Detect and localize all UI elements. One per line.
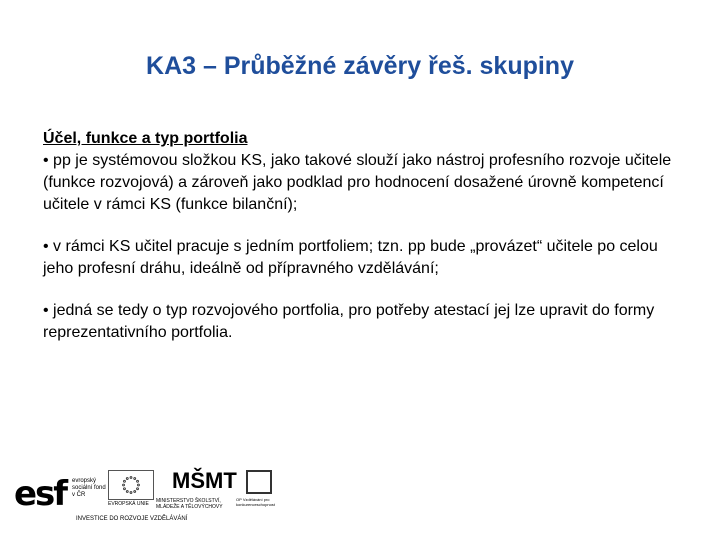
msmt-logo-text: MINISTERSTVO ŠKOLSTVÍ, MLÁDEŽE A TĚLOVÝCHOVY [156, 498, 223, 510]
esf-logo-mark: esf [14, 474, 67, 514]
slide-content [43, 128, 683, 364]
eu-flag-icon [108, 470, 154, 500]
invest-tagline: INVESTICE DO ROZVOJE VZDĚLÁVÁNÍ [76, 516, 188, 522]
msmt-logo [156, 468, 237, 510]
bullet-paragraph-2: • v rámci KS učitel pracuje s jedním portfoliem; tzn. pp bude „provázet“ učitele po celou jeho profesní dráhu, ideálně od přípravného vzdělávání; [43, 238, 658, 277]
bullet-paragraph-1: • pp je systémovou složkou KS, jako takové slouží jako nástroj profesního rozvoje učitele (funkce rozvojová) a zároveň jako podklad pro hodnocení dosažené úrovně kompetencí učitele v rámci KS (funkce bilanční); [43, 152, 672, 213]
op-logo [236, 470, 284, 510]
op-logo-icon [246, 470, 272, 494]
msmt-logo-mark: MŠMT [172, 468, 237, 493]
section-heading: Účel, funkce a typ portfolia [43, 130, 248, 147]
op-logo-text: OP Vzdělávání pro konkurenceschopnost [236, 497, 275, 507]
eu-logo [108, 470, 154, 508]
esf-logo-text: evropský sociální fond v ČR [72, 478, 106, 498]
slide-title: KA3 – Průběžné závěry řeš. skupiny [146, 52, 574, 80]
eu-logo-text: EVROPSKÁ UNIE [108, 501, 149, 507]
bullet-paragraph-3: • jedná se tedy o typ rozvojového portfolia, pro potřeby atestací jej lze upravit do formy reprezentativního portfolia. [43, 302, 655, 341]
sponsor-logo-strip [14, 468, 284, 526]
